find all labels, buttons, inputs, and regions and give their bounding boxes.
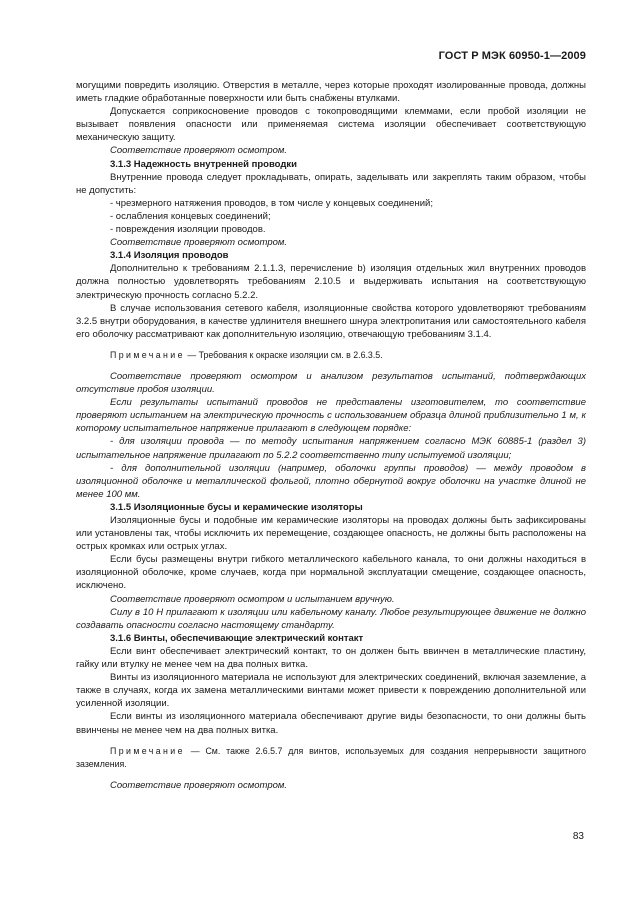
compliance-check: Соответствие проверяют осмотром.	[110, 237, 288, 249]
note	[76, 349, 586, 362]
paragraph: Силу в 10 Н прилагают к изоляции или кабельному каналу. Любое результирующее движение не должно создавать опасности согласно настоящему стандарту.	[76, 606, 586, 631]
list-item: - ослабления концевых соединений;	[110, 210, 271, 222]
list-item: - чрезмерного натяжения проводов, в том числе у концевых соединений;	[110, 197, 433, 209]
section-heading-3-1-3: 3.1.3 Надежность внутренней проводки	[110, 158, 297, 170]
paragraph: Если бусы размещены внутри гибкого металлического кабельного канала, то они должны находиться в изоляционной оболочке, кроме случаев, когда при нормальной эксплуатации смещение, создающее опасность, исключено.	[76, 554, 586, 592]
paragraph: В случае использования сетевого кабеля, изоляционные свойства которого удовлетворяют требованиям 3.2.5 внутри оборудования, в качестве удлинителя внешнего шнура электропитания или самостоятельного кабеля его оболочку рассматривают как дополнительную изоляцию, отвечающую требованиям 3.1.4.	[76, 302, 586, 340]
section-heading-3-1-6: 3.1.6 Винты, обеспечивающие электрический контакт	[110, 632, 364, 644]
page-header: ГОСТ Р МЭК 60950-1—2009	[438, 50, 586, 62]
section-heading-3-1-4: 3.1.4 Изоляция проводов	[110, 250, 229, 262]
page-number: 83	[572, 831, 584, 842]
paragraph: Внутренние провода следует прокладывать, опирать, заделывать или закреплять таким образом, чтобы не допустить:	[76, 171, 586, 196]
paragraph: могущими повредить изоляцию. Отверстия в металле, через которые проходят изолированные провода, должны иметь гладкие обработанные поверхности или быть снабжены втулками.	[76, 80, 586, 105]
note-text: — Требования к окраске изоляции см. в 2.6.3.5.	[184, 349, 383, 360]
note	[76, 745, 586, 771]
note-label: Примечание	[110, 349, 185, 360]
paragraph: Если результаты испытаний проводов не представлены изготовителем, то соответствие проверяют испытанием на электрическую прочность с использованием образца длиной приблизительно 1 м, к которому испытательное напряжение прилагают в следующем порядке:	[76, 397, 586, 435]
list-item: - повреждения изоляции проводов.	[110, 224, 266, 236]
paragraph: Изоляционные бусы и подобные им керамические изоляторы на проводах должны быть зафиксированы или установлены так, чтобы исключить их перемещение, создающее опасность, не должны быть расположены на острых кромках или острых углах.	[76, 515, 586, 553]
paragraph: Винты из изоляционного материала не используют для электрических соединений, включая заземление, а также в случаях, когда их замена металлическими винтами может привести к повреждению дополнительной или усиленной изоляции.	[76, 672, 586, 710]
paragraph: Допускается соприкосновение проводов с токопроводящими клеммами, если пробой изоляции не вызывает появления опасности или применяемая система изоляции обеспечивает соответствующую механическую защиту.	[76, 106, 586, 144]
compliance-check: Соответствие проверяют осмотром и анализом результатов испытаний, подтверждающих отсутствие пробоя изоляции.	[76, 370, 586, 396]
note-label: Примечание	[110, 745, 185, 756]
list-item: - для изоляции провода — по методу испытания напряжением согласно МЭК 60885-1 (раздел 3) испытательное напряжение прилагают по 5.2.2 соответственно типу испытуемой изоляции;	[76, 436, 586, 461]
note-text: — См. также 2.6.5.7 для винтов, используемых для создания непрерывности защитного заземления.	[76, 745, 586, 769]
compliance-check: Соответствие проверяют осмотром.	[110, 145, 288, 157]
compliance-check: Соответствие проверяют осмотром.	[110, 779, 288, 791]
page-content	[76, 79, 586, 792]
paragraph: Если винты из изоляционного материала обеспечивают другие виды безопасности, то они должны быть ввинчены не менее чем на два полных витка.	[76, 711, 586, 736]
section-heading-3-1-5: 3.1.5 Изоляционные бусы и керамические изоляторы	[110, 501, 363, 513]
list-item: - для дополнительной изоляции (например, оболочки группы проводов) — между проводом в изоляционной оболочке и металлической фольгой, плотно обернутой вокруг оболочки на участке длиной не менее 100 мм.	[76, 462, 586, 500]
compliance-check: Соответствие проверяют осмотром и испытанием вручную.	[110, 593, 395, 605]
paragraph: Если винт обеспечивает электрический контакт, то он должен быть ввинчен в металлические пластину, гайку или втулку не менее чем на два полных витка.	[76, 645, 586, 671]
paragraph: Дополнительно к требованиям 2.1.1.3, перечисление b) изоляция отдельных жил внутренних проводов должна полностью удовлетворять требованиям 2.10.5 и выдерживать испытания на соответствующую электрическую прочность согласно 5.2.2.	[76, 263, 586, 301]
